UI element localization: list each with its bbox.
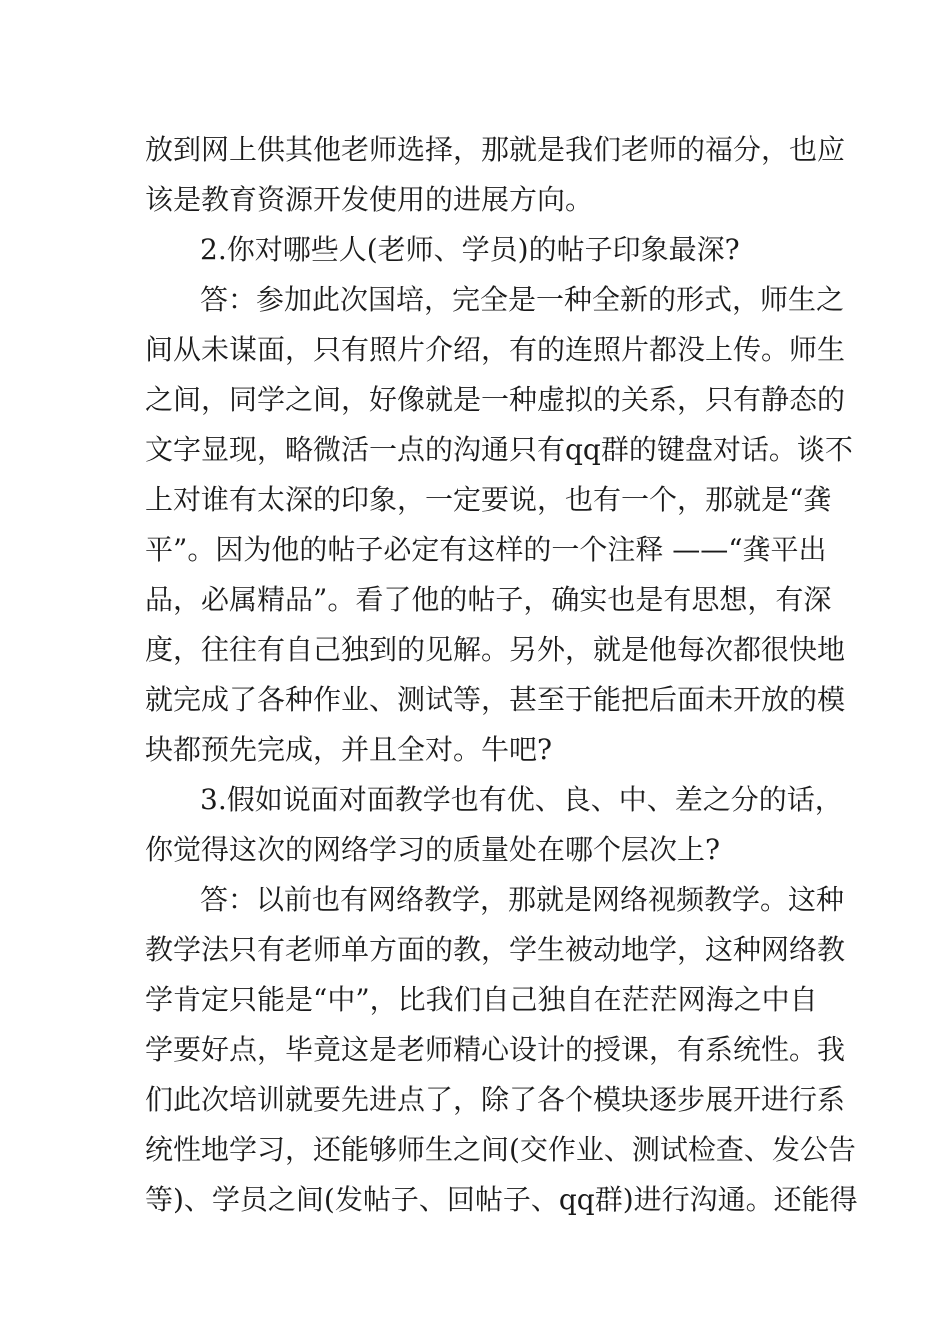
text-line: 上对谁有太深的印象，一定要说，也有一个，那就是“龚 (145, 483, 832, 516)
question-heading: 2.你对哪些人(老师、学员)的帖子印象最深? (200, 233, 740, 266)
text-line: 间从未谋面，只有照片介绍，有的连照片都没上传。师生 (145, 333, 846, 366)
text-line: 平”。因为他的帖子必定有这样的一个注释 ——“龚平出 (145, 533, 827, 566)
text-line: 统性地学习，还能够师生之间(交作业、测试检查、发公告 (145, 1133, 856, 1166)
text-line: 度，往往有自己独到的见解。另外，就是他每次都很快地 (145, 633, 846, 666)
text-line: 品，必属精品”。看了他的帖子，确实也是有思想，有深 (145, 583, 832, 616)
text-line: 文字显现，略微活一点的沟通只有qq群的键盘对话。谈不 (145, 433, 853, 466)
text-line: 们此次培训就要先进点了，除了各个模块逐步展开进行系 (145, 1083, 846, 1116)
text-line: 之间，同学之间，好像就是一种虚拟的关系，只有静态的 (145, 383, 846, 416)
question-heading: 你觉得这次的网络学习的质量处在哪个层次上? (145, 833, 721, 866)
text-line: 放到网上供其他老师选择，那就是我们老师的福分，也应 (145, 133, 846, 166)
text-line: 就完成了各种作业、测试等，甚至于能把后面未开放的模 (145, 683, 846, 716)
text-line: 学肯定只能是“中”，比我们自己独自在茫茫网海之中自 (145, 983, 818, 1016)
answer-line: 答：参加此次国培，完全是一种全新的形式，师生之 (200, 283, 845, 316)
question-heading: 3.假如说面对面教学也有优、良、中、差之分的话， (200, 783, 843, 816)
text-line: 该是教育资源开发使用的进展方向。 (145, 183, 594, 216)
answer-line: 答：以前也有网络教学，那就是网络视频教学。这种 (200, 883, 845, 916)
text-line: 学要好点，毕竟这是老师精心设计的授课，有系统性。我 (145, 1033, 846, 1066)
text-line: 教学法只有老师单方面的教，学生被动地学，这种网络教 (145, 933, 846, 966)
text-line: 等)、学员之间(发帖子、回帖子、qq群)进行沟通。还能得 (145, 1183, 858, 1216)
text-line: 块都预先完成，并且全对。牛吧? (145, 733, 553, 766)
